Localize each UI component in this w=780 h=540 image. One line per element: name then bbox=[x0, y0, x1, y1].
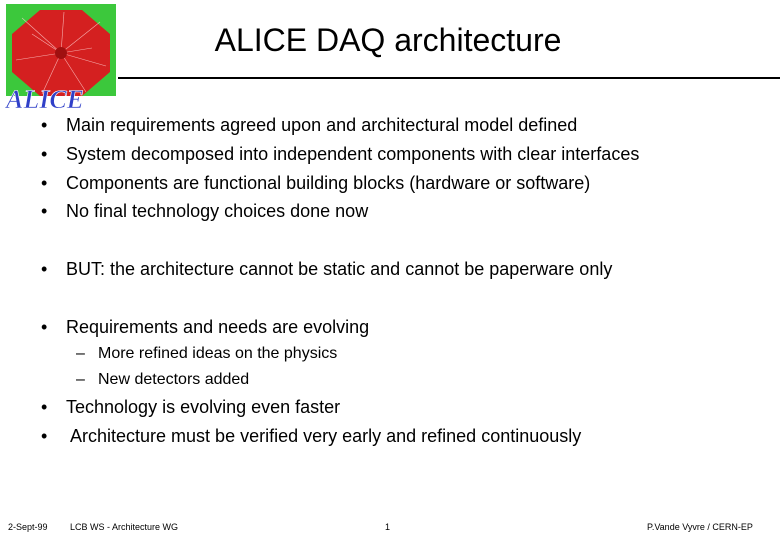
bullet-marker: • bbox=[41, 201, 48, 221]
bullet-marker: • bbox=[41, 426, 48, 446]
bullet-text: Architecture must be verified very early and refined continuously bbox=[66, 426, 582, 446]
sub-bullet-marker: – bbox=[76, 345, 85, 362]
bullet-marker: • bbox=[41, 115, 48, 135]
bullet-marker: • bbox=[41, 397, 48, 417]
footer-date: 2-Sept-99 bbox=[8, 522, 48, 532]
bullet-marker: • bbox=[41, 144, 48, 164]
footer-page-number: 1 bbox=[385, 522, 391, 532]
bullet-text: Main requirements agreed upon and architectural model defined bbox=[66, 115, 578, 135]
footer-author: P.Vande Vyvre / CERN-EP bbox=[647, 522, 753, 532]
bullet-text: Components are functional building blocks (hardware or software) bbox=[66, 173, 591, 193]
bullet-marker: • bbox=[41, 317, 48, 337]
bullet-text: BUT: the architecture cannot be static and cannot be paperware only bbox=[66, 259, 613, 279]
bullet-text: Technology is evolving even faster bbox=[66, 397, 341, 417]
bullet-text: No final technology choices done now bbox=[66, 201, 369, 221]
bullet-marker: • bbox=[41, 173, 48, 193]
sub-bullet-text: More refined ideas on the physics bbox=[98, 345, 338, 362]
title-underline bbox=[118, 77, 780, 79]
slide-title: ALICE DAQ architecture bbox=[214, 22, 562, 58]
sub-bullet-marker: – bbox=[76, 371, 85, 388]
bullet-marker: • bbox=[41, 259, 48, 279]
svg-text:ALICE: ALICE bbox=[6, 85, 85, 112]
footer-event: LCB WS - Architecture WG bbox=[70, 522, 179, 532]
bullet-text: Requirements and needs are evolving bbox=[66, 317, 370, 337]
sub-bullet-text: New detectors added bbox=[98, 371, 250, 388]
bullet-text: System decomposed into independent components with clear interfaces bbox=[66, 144, 640, 164]
alice-logo bbox=[2, 4, 120, 112]
